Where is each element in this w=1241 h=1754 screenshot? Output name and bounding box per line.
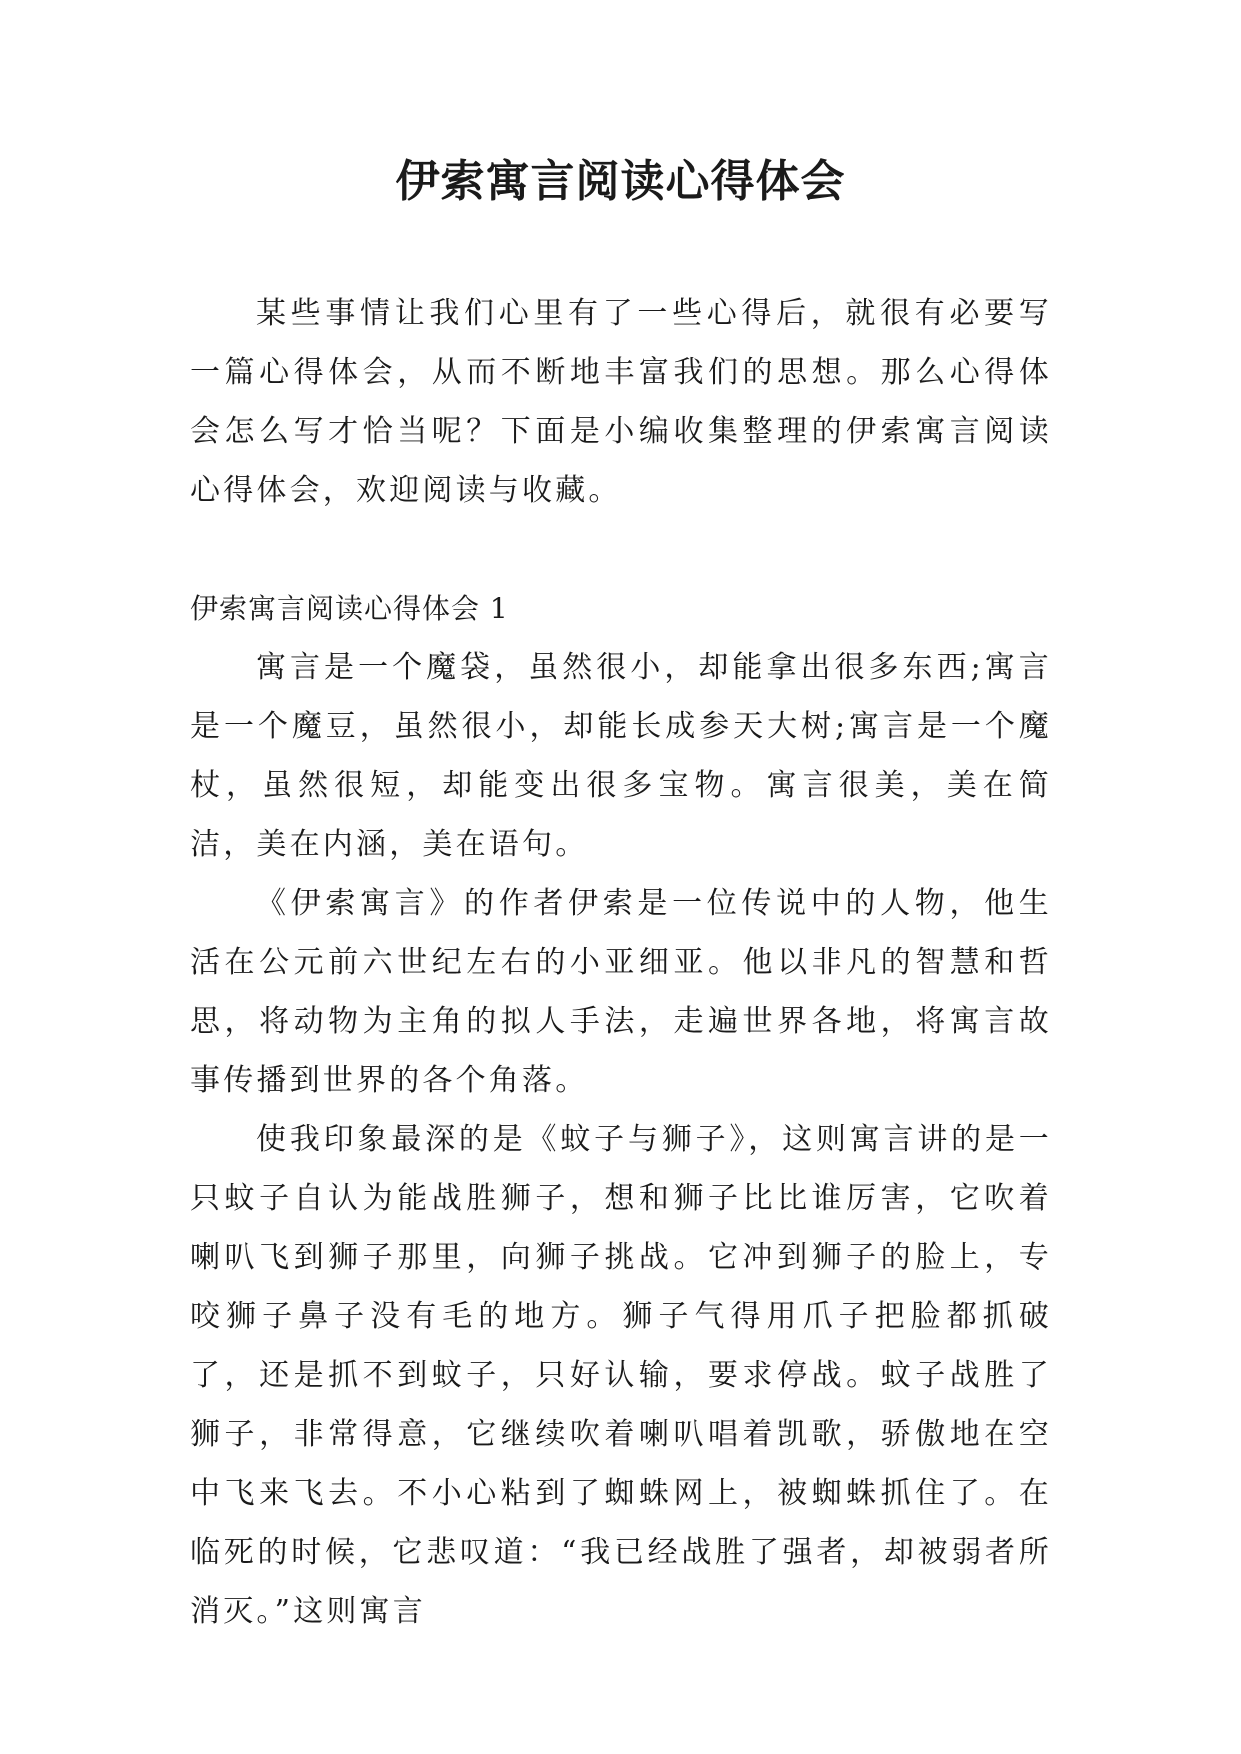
body-paragraph-2: 《伊索寓言》的作者伊索是一位传说中的人物，他生活在公元前六世纪左右的小亚细亚。他以非凡的智慧和哲思，将动物为主角的拟人手法，走遍世界各地，将寓言故事传播到世界的各个角落。 bbox=[190, 886, 1052, 1098]
document-title: 伊索寓言阅读心得体会 bbox=[395, 156, 846, 207]
section-heading: 伊索寓言阅读心得体会 1 bbox=[190, 592, 509, 625]
document-body bbox=[190, 284, 1052, 1641]
intro-paragraph: 某些事情让我们心里有了一些心得后，就很有必要写一篇心得体会，从而不断地丰富我们的思想。那么心得体会怎么写才恰当呢？下面是小编收集整理的伊索寓言阅读心得体会，欢迎阅读与收藏。 bbox=[190, 296, 1052, 508]
body-paragraph-3: 使我印象最深的是《蚊子与狮子》，这则寓言讲的是一只蚊子自认为能战胜狮子，想和狮子比比谁厉害，它吹着喇叭飞到狮子那里，向狮子挑战。它冲到狮子的脸上，专咬狮子鼻子没有毛的地方。狮子气得用爪子把脸都抓破了，还是抓不到蚊子，只好认输，要求停战。蚊子战胜了狮子，非常得意，它继续吹着喇叭唱着凯歌，骄傲地在空中飞来飞去。不小心粘到了蜘蛛网上，被蜘蛛抓住了。在临死的时候，它悲叹道：“我已经战胜了强者，却被弱者所消灭。”这则寓言 bbox=[190, 1122, 1052, 1629]
body-paragraph-1: 寓言是一个魔袋，虽然很小，却能拿出很多东西;寓言是一个魔豆，虽然很小，却能长成参天大树;寓言是一个魔杖，虽然很短，却能变出很多宝物。寓言很美，美在简洁，美在内涵，美在语句。 bbox=[190, 650, 1052, 862]
